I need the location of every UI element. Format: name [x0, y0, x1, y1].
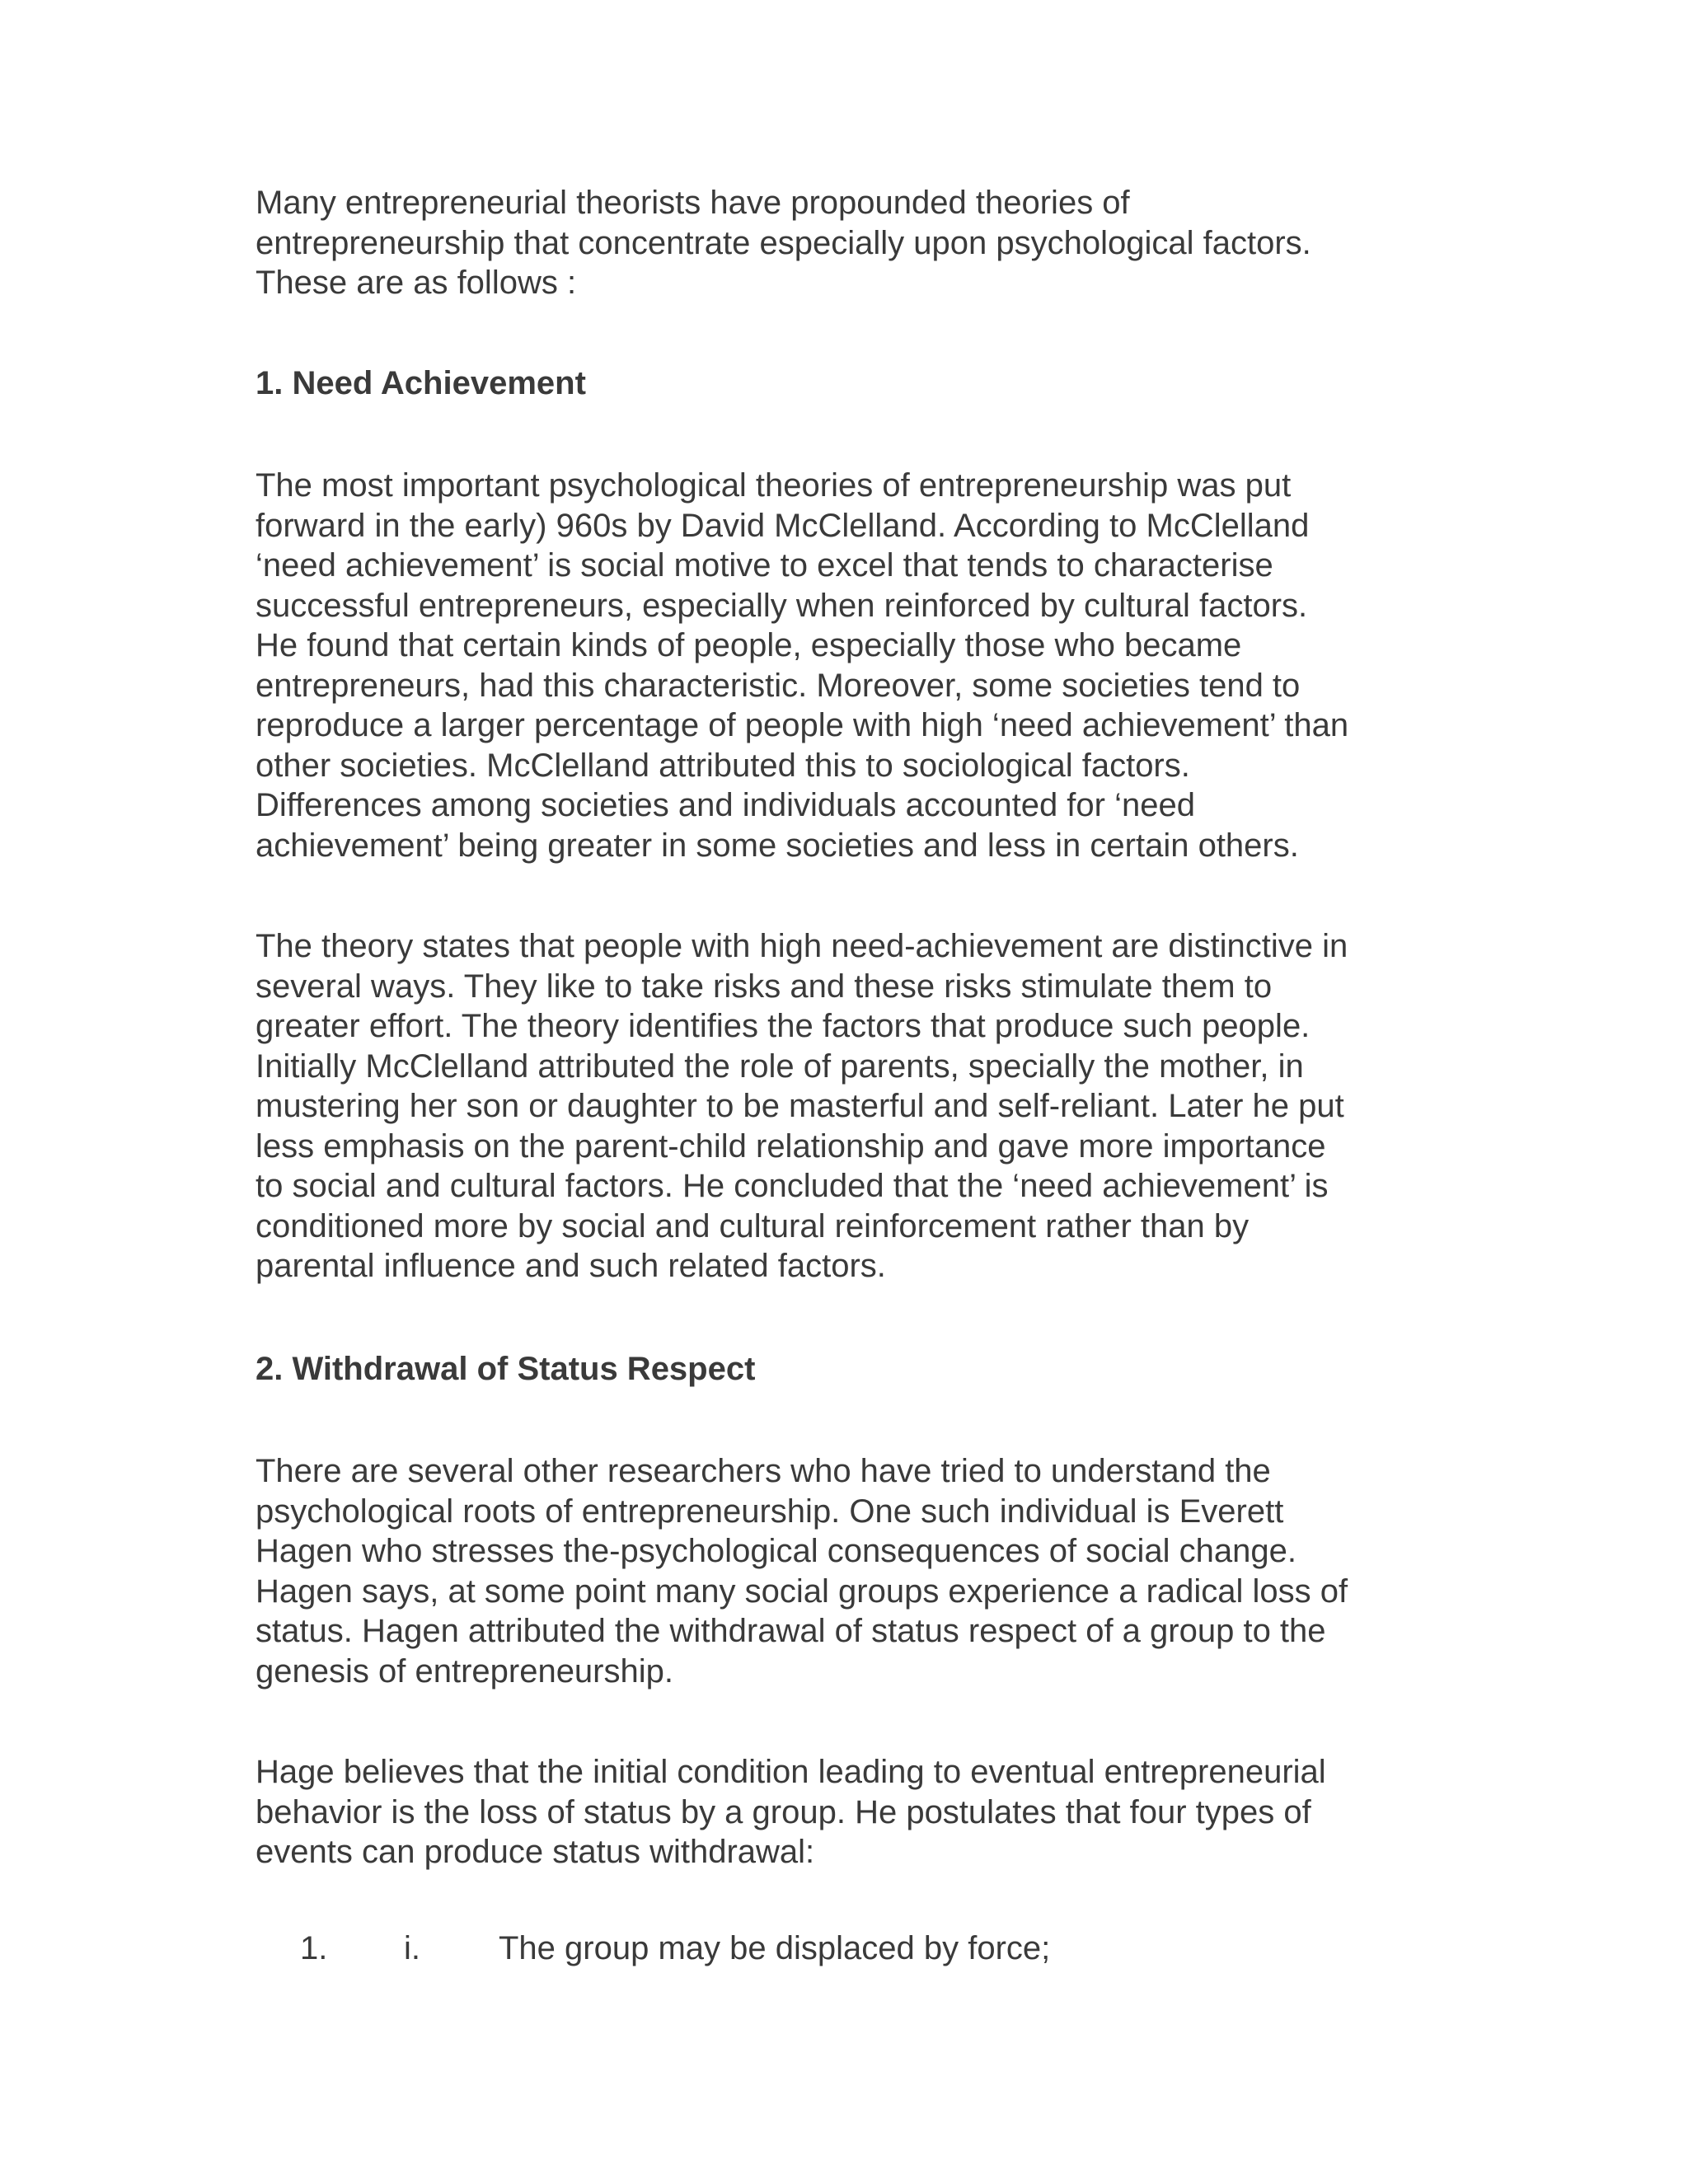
paragraph-line: achievement’ being greater in some societies and less in certain others.: [256, 827, 1299, 864]
paragraph-line: reproduce a larger percentage of people with high ‘need achievement’ than: [256, 707, 1349, 743]
withdrawal-paragraph-1: [256, 1451, 1442, 1691]
intro-line: Many entrepreneurial theorists have propounded theories of: [256, 185, 1130, 221]
paragraph-line: behavior is the loss of status by a group. He postulates that four types of: [256, 1793, 1311, 1830]
paragraph-line: mustering her son or daughter to be masterful and self-reliant. Later he put: [256, 1088, 1344, 1124]
list-item-number: 1.: [300, 1930, 328, 1966]
list-item-text: The group may be displaced by force;: [499, 1930, 1051, 1966]
need-achievement-paragraph-1: [256, 466, 1442, 865]
paragraph-line: Hage believes that the initial condition leading to eventual entrepreneurial: [256, 1754, 1326, 1790]
paragraph-line: conditioned more by social and cultural reinforcement rather than by: [256, 1207, 1250, 1244]
paragraph-line: ‘need achievement’ is social motive to excel that tends to characterise: [256, 547, 1273, 583]
section-heading-withdrawal-status-respect: 2. Withdrawal of Status Respect: [256, 1351, 756, 1387]
paragraph-line: events can produce status withdrawal:: [256, 1834, 815, 1870]
need-achievement-paragraph-2: [256, 926, 1442, 1286]
withdrawal-paragraph-2: [256, 1752, 1442, 1872]
intro-paragraph: [256, 183, 1442, 303]
paragraph-line: less emphasis on the parent-child relationship and gave more importance: [256, 1127, 1326, 1165]
paragraph-line: Hagen who stresses the-psychological consequences of social change.: [256, 1533, 1296, 1569]
list-item-roman: i.: [404, 1930, 420, 1966]
paragraph-line: Differences among societies and individuals accounted for ‘need: [256, 787, 1195, 823]
paragraph-line: other societies. McClelland attributed this to sociological factors.: [256, 747, 1190, 784]
paragraph-line: greater effort. The theory identifies the factors that produce such people.: [256, 1008, 1311, 1044]
intro-line: entrepreneurship that concentrate especially upon psychological factors.: [256, 224, 1311, 261]
paragraph-line: parental influence and such related factors.: [256, 1248, 886, 1284]
section-heading-need-achievement: 1. Need Achievement: [256, 365, 586, 401]
paragraph-line: several ways. They like to take risks and these risks stimulate them to: [256, 968, 1273, 1005]
paragraph-line: The theory states that people with high need-achievement are distinctive in: [256, 928, 1348, 964]
paragraph-line: He found that certain kinds of people, especially those who became: [256, 627, 1242, 663]
paragraph-line: successful entrepreneurs, especially when reinforced by cultural factors.: [256, 587, 1308, 624]
paragraph-line: forward in the early) 960s by David McClelland. According to McClelland: [256, 507, 1310, 544]
paragraph-line: psychological roots of entrepreneurship. One such individual is Everett: [256, 1493, 1284, 1530]
paragraph-line: entrepreneurs, had this characteristic. Moreover, some societies tend to: [256, 667, 1301, 704]
paragraph-line: The most important psychological theories of entrepreneurship was put: [256, 467, 1292, 504]
paragraph-line: There are several other researchers who have tried to understand the: [256, 1453, 1271, 1489]
paragraph-line: genesis of entrepreneurship.: [256, 1652, 673, 1690]
paragraph-line: to social and cultural factors. He concluded that the ‘need achievement’ is: [256, 1168, 1329, 1204]
paragraph-line: Hagen says, at some point many social groups experience a radical loss of: [256, 1572, 1348, 1610]
paragraph-line: Initially McClelland attributed the role of parents, specially the mother, in: [256, 1047, 1304, 1085]
paragraph-line: status. Hagen attributed the withdrawal of status respect of a group to the: [256, 1613, 1326, 1649]
intro-line: These are as follows :: [256, 265, 577, 301]
